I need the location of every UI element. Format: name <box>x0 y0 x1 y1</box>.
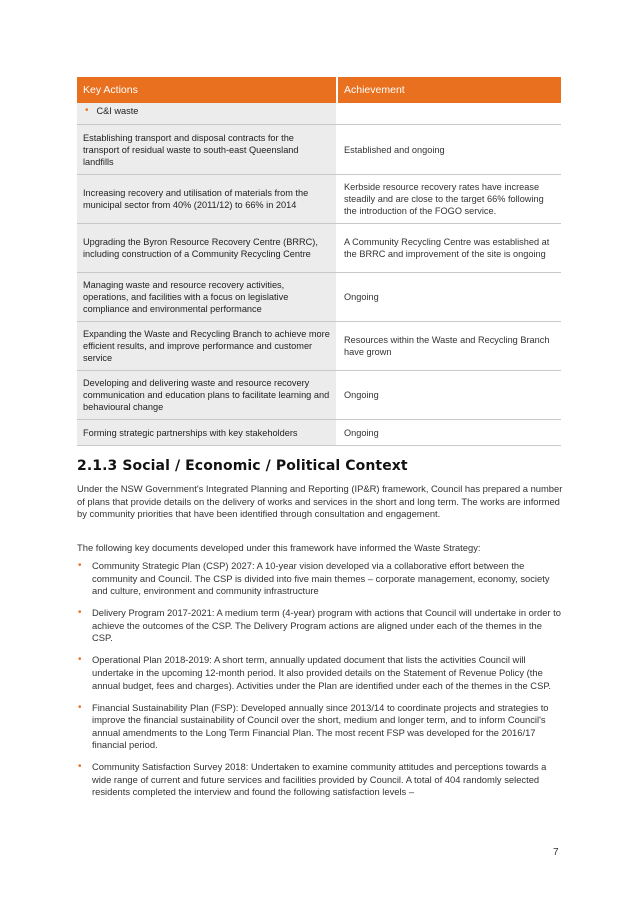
bullet-icon: • <box>78 607 82 619</box>
list-item <box>77 702 563 752</box>
table-row <box>77 273 561 322</box>
action-cell: Increasing recovery and utilisation of materials from the municipal sector from 40% (2011/12) to 66% in 2014 <box>77 175 336 223</box>
achievement-cell: Ongoing <box>344 292 379 302</box>
bullet-icon: • <box>78 761 82 773</box>
bullet-icon: • <box>78 654 82 666</box>
subitem-label: C&I waste <box>96 106 139 116</box>
section-heading: 2.1.3 Social / Economic / Political Context <box>77 458 408 474</box>
action-cell: Developing and delivering waste and resource recovery communication and education plans to facilitate learning and behavioural change <box>77 371 336 419</box>
achievement-cell: A Community Recycling Centre was established at the BRRC and improvement of the site is ongoing <box>344 237 550 259</box>
table-row <box>77 103 561 125</box>
table-row <box>77 420 561 446</box>
achievement-cell: Kerbside resource recovery rates have increase steadily and are close to the target 66% following the introduction of the FOGO service. <box>344 182 544 216</box>
lead-paragraph: The following key documents developed under this framework have informed the Waste Strategy: <box>77 542 481 553</box>
list-item-text: Community Strategic Plan (CSP) 2027: A 10-year vision developed via a collaborative effort between the community and Council. The CSP is divided into five main themes – corporate management, economy, society and culture, environment and community infrastructure <box>92 560 550 597</box>
action-cell: Managing waste and resource recovery activities, operations, and facilities with a focus on legislative compliance and environmental performance <box>77 273 336 321</box>
list-item-text: Delivery Program 2017-2021: A medium term (4-year) program with actions that Council will undertake in order to achieve the outcomes of the CSP. The Delivery Program actions are aligned under each of the themes in the CSP. <box>92 607 561 644</box>
table-row <box>77 125 561 175</box>
bullet-icon: • <box>78 560 82 571</box>
list-item-text: Community Satisfaction Survey 2018: Undertaken to examine community attitudes and perceptions towards a wide range of current and future services and facilities provided by Council. A total of 404 randomly selected residents completed the interview and found the following satisfaction levels – <box>92 761 547 798</box>
list-item <box>77 761 563 799</box>
achievement-cell: Ongoing <box>344 427 379 438</box>
action-cell: Upgrading the Byron Resource Recovery Centre (BRRC), including construction of a Community Recycling Centre <box>77 224 336 272</box>
table-row <box>77 322 561 371</box>
list-item <box>77 560 563 598</box>
action-cell: Forming strategic partnerships with key stakeholders <box>77 420 336 445</box>
action-cell: Establishing transport and disposal contracts for the transport of residual waste to south-east Queensland landfills <box>77 125 336 174</box>
table-row <box>77 224 561 273</box>
list-item-text: Financial Sustainability Plan (FSP): Developed annually since 2013/14 to coordinate projects and strategies to improve the financial sustainability of Council over the short, medium and longer term, and to inform Council's annual amendments to the Long Term Financial Plan. The most recent FSP was developed for the 2016/17 financial period. <box>92 701 549 751</box>
list-item <box>77 654 563 692</box>
page-number: 7 <box>553 847 559 858</box>
header-key-actions: Key Actions <box>77 77 336 103</box>
achievement-cell: Resources within the Waste and Recycling Branch have grown <box>344 335 550 357</box>
action-cell: Expanding the Waste and Recycling Branch to achieve more efficient results, and improve performance and customer service <box>77 322 336 370</box>
achievement-cell: Established and ongoing <box>344 144 445 155</box>
empty-cell <box>338 103 561 124</box>
list-item-text: Operational Plan 2018-2019: A short term, annually updated document that lists the activities Council will undertake in the upcoming 12-month period. It also provided details on the Statement of Revenue Policy (the annual budget, fees and charges). Activities under the Plan are identified under each of the themes in the CSP. <box>92 654 551 691</box>
subitem-cell <box>77 103 336 124</box>
key-documents-list <box>77 560 563 808</box>
key-actions-table <box>77 77 561 446</box>
header-achievement: Achievement <box>338 77 561 103</box>
table-header <box>77 77 561 103</box>
bullet-icon: • <box>85 105 89 116</box>
table-row <box>77 371 561 420</box>
bullet-icon: • <box>78 701 82 713</box>
list-item <box>77 607 563 645</box>
table-row <box>77 175 561 224</box>
achievement-cell: Ongoing <box>344 390 379 400</box>
intro-paragraph: Under the NSW Government's Integrated Planning and Reporting (IP&R) framework, Council has prepared a number of plans that provide details on the delivery of works and services in the short and long term. The works are informed by community priorities that have been identified through consultation and engagement. <box>77 483 563 520</box>
